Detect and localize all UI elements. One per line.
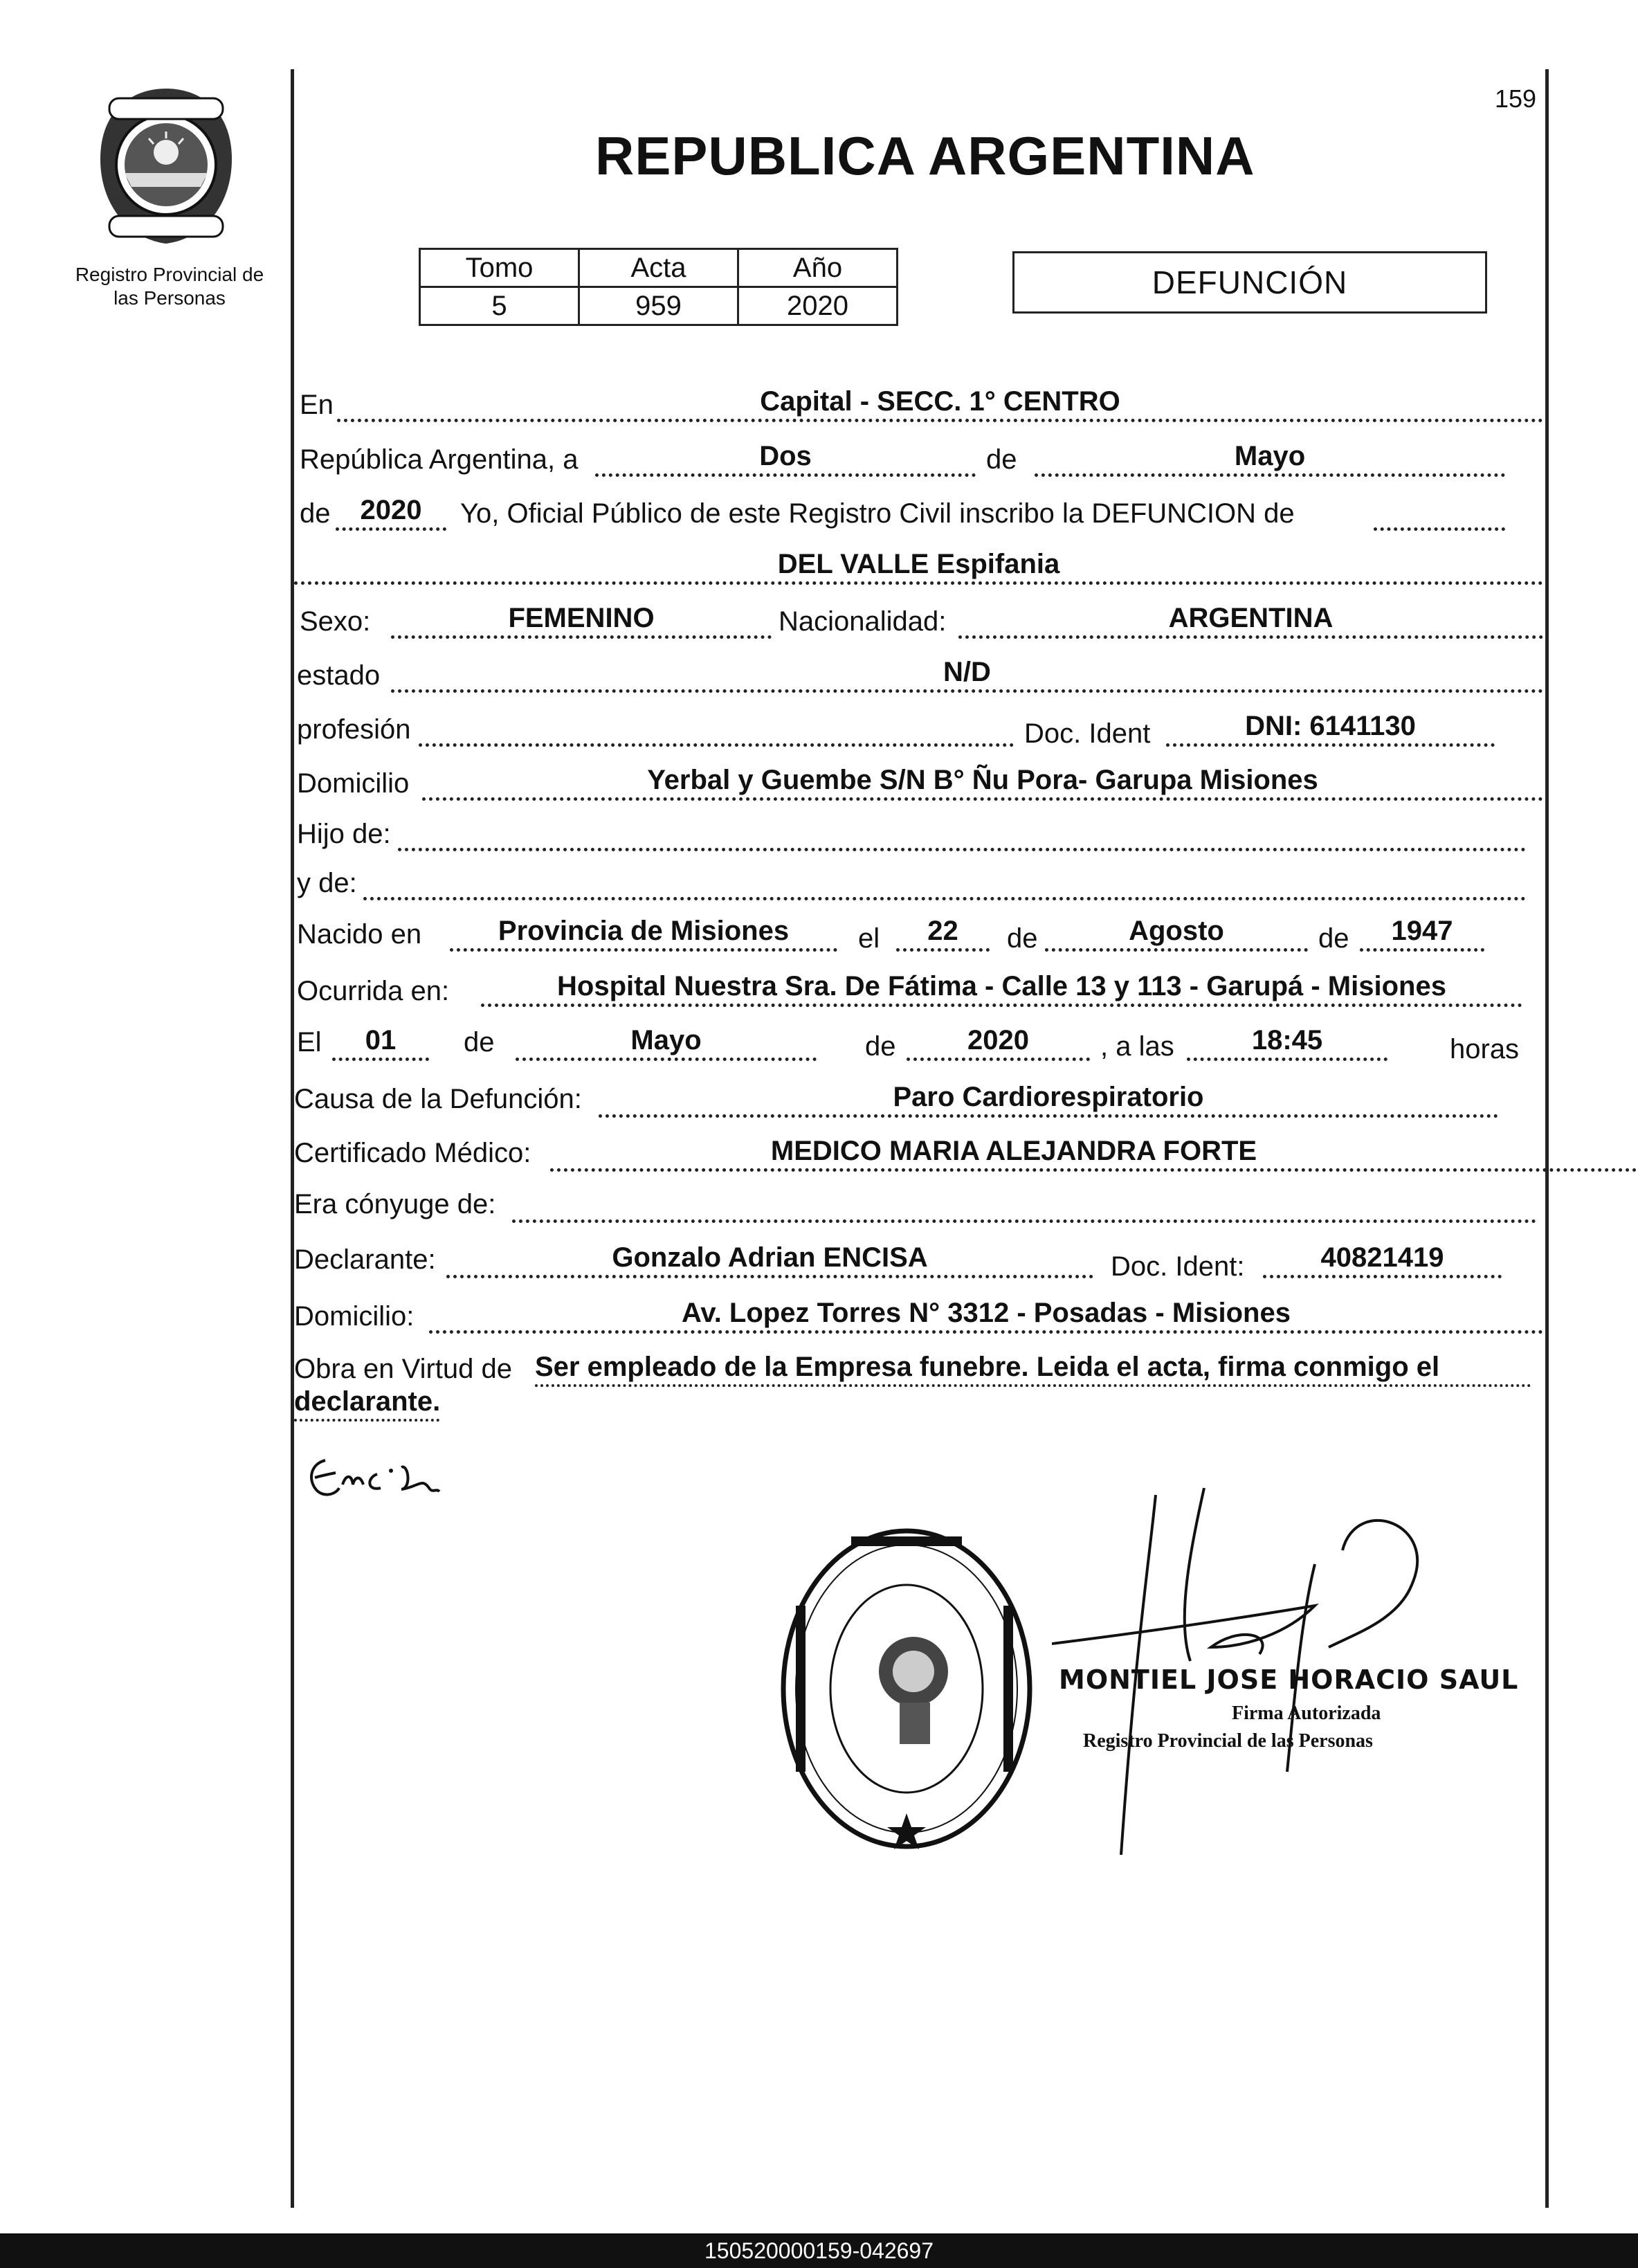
- decl-doc-field: 40821419: [1263, 1240, 1502, 1278]
- doc-label: Doc. Ident: [1024, 718, 1151, 749]
- province-crest-icon: [83, 83, 249, 249]
- hijo-field: [398, 813, 1526, 851]
- causa-label: Causa de la Defunción:: [294, 1084, 582, 1114]
- profesion-label: profesión: [297, 714, 411, 745]
- conyuge-label: Era cónyuge de:: [294, 1189, 496, 1219]
- yde-field: [363, 862, 1526, 900]
- estado-field: N/D: [391, 655, 1543, 693]
- doc-field: DNI: 6141130: [1166, 709, 1495, 747]
- record-type-box: DEFUNCIÓN: [1012, 251, 1487, 314]
- nacido-label: Nacido en: [297, 919, 422, 950]
- nac-dia-field: 22: [896, 914, 990, 952]
- official-name: MONTIEL JOSE HORACIO SAUL: [1059, 1664, 1519, 1695]
- sexo-label: Sexo:: [300, 606, 371, 637]
- nacionalidad-label: Nacionalidad:: [779, 606, 947, 637]
- dia-field: Dos: [595, 439, 976, 477]
- row-yde: [294, 862, 1543, 907]
- row-profesion: [294, 709, 1543, 753]
- row-obra: [294, 1350, 1543, 1426]
- registry-label-line2: las Personas: [113, 287, 226, 309]
- en-field: Capital - SECC. 1° CENTRO: [337, 384, 1543, 422]
- de-anio-label: de: [300, 498, 331, 529]
- profesion-field: [419, 709, 1014, 747]
- record-table-header-row: [420, 249, 898, 287]
- anio-field: 2020: [336, 493, 446, 531]
- official-org: Registro Provincial de las Personas: [1083, 1730, 1373, 1752]
- decl-dom-label: Domicilio:: [294, 1301, 415, 1332]
- row-causa: [294, 1080, 1543, 1124]
- domicilio-label: Domicilio: [297, 768, 410, 799]
- ocurrida-field: Hospital Nuestra Sra. De Fátima - Calle 13 y 113 - Garupá - Misiones: [481, 969, 1522, 1007]
- El-label: El: [297, 1027, 322, 1058]
- alas-label: , a las: [1100, 1031, 1174, 1062]
- def-de1-label: de: [464, 1027, 495, 1058]
- certificado-label: Certificado Médico:: [294, 1138, 531, 1168]
- official-role: Firma Autorizada: [1232, 1703, 1381, 1724]
- row-nacido: [294, 914, 1543, 958]
- def-dia-field: 01: [332, 1023, 429, 1061]
- domicilio-field: Yerbal y Guembe S/N B° Ñu Pora- Garupa Misiones: [422, 763, 1543, 801]
- record-table-header-acta: Acta: [579, 249, 738, 287]
- en-label: En: [300, 390, 334, 420]
- def-anio-field: 2020: [907, 1023, 1090, 1061]
- mes-field: Mayo: [1035, 439, 1505, 477]
- el-label: el: [858, 923, 880, 954]
- row-sexo: [294, 601, 1543, 645]
- row-hijo: [294, 813, 1543, 858]
- nac-anio-field: 1947: [1360, 914, 1484, 952]
- nacionalidad-field: ARGENTINA: [958, 601, 1543, 639]
- obra-label: Obra en Virtud de: [294, 1354, 513, 1384]
- row-en: [294, 384, 1543, 428]
- nac-de1-label: de: [1007, 923, 1038, 954]
- inscribo-blank: [1374, 493, 1505, 531]
- yde-label: y de:: [297, 868, 357, 898]
- record-table-value-anio: 2020: [738, 287, 898, 325]
- decl-dom-field: Av. Lopez Torres N° 3312 - Posadas - Misiones: [429, 1296, 1543, 1334]
- row-declarante: [294, 1240, 1543, 1285]
- nac-mes-field: Agosto: [1045, 914, 1308, 952]
- row-nombre: [294, 547, 1543, 591]
- def-de2-label: de: [865, 1031, 896, 1062]
- record-table: [419, 248, 898, 326]
- record-table-header-tomo: Tomo: [420, 249, 579, 287]
- row-conyuge: [294, 1185, 1543, 1229]
- hijo-label: Hijo de:: [297, 819, 391, 849]
- obra-field-line2: declarante.: [294, 1384, 439, 1422]
- page-number: 159: [1495, 84, 1537, 113]
- nombre-field: DEL VALLE Espifania: [294, 547, 1543, 585]
- def-mes-field: Mayo: [516, 1023, 817, 1061]
- ocurrida-label: Ocurrida en:: [297, 976, 450, 1006]
- nac-de2-label: de: [1318, 923, 1349, 954]
- footer-code: 150520000159-042697: [704, 2238, 934, 2263]
- declarante-label: Declarante:: [294, 1244, 436, 1275]
- republica-label: República Argentina, a: [300, 444, 579, 475]
- certificado-value: MEDICO MARIA ALEJANDRA FORTE: [770, 1136, 1257, 1166]
- declarant-signature: [298, 1440, 464, 1516]
- row-estado: [294, 655, 1543, 699]
- record-table-value-tomo: 5: [420, 287, 579, 325]
- de-label: de: [986, 444, 1017, 475]
- obra-field-line1: Ser empleado de la Empresa funebre. Leida el acta, firma conmigo el: [535, 1350, 1531, 1387]
- row-ocurrida: [294, 969, 1543, 1013]
- row-domicilio: [294, 763, 1543, 807]
- nacido-field: Provincia de Misiones: [450, 914, 837, 952]
- estado-label: estado: [297, 660, 381, 691]
- registry-label: [55, 263, 284, 310]
- causa-field: Paro Cardiorespiratorio: [599, 1080, 1498, 1118]
- record-table-value-acta: 959: [579, 287, 738, 325]
- row-fecha-defuncion: [294, 1023, 1543, 1067]
- sexo-field: FEMENINO: [391, 601, 772, 639]
- official-seal-icon: [775, 1523, 1038, 1855]
- record-table-header-anio: Año: [738, 249, 898, 287]
- page-title: REPUBLICA ARGENTINA: [595, 125, 1255, 186]
- inscribo-text: Yo, Oficial Público de este Registro Civil inscribo la DEFUNCION de: [460, 498, 1295, 529]
- declarante-field: Gonzalo Adrian ENCISA: [446, 1240, 1093, 1278]
- record-table-value-row: [420, 287, 898, 325]
- row-fecha-inscripcion: [294, 439, 1543, 483]
- conyuge-field: [512, 1185, 1536, 1223]
- def-hora-field: 18:45: [1187, 1023, 1387, 1061]
- row-certificado: [294, 1134, 1543, 1178]
- row-decl-domicilio: [294, 1296, 1543, 1340]
- row-inscribo: [294, 493, 1543, 537]
- horas-label: horas: [1450, 1034, 1520, 1064]
- decl-doc-label: Doc. Ident:: [1111, 1251, 1245, 1282]
- registry-label-line1: Registro Provincial de: [75, 264, 264, 285]
